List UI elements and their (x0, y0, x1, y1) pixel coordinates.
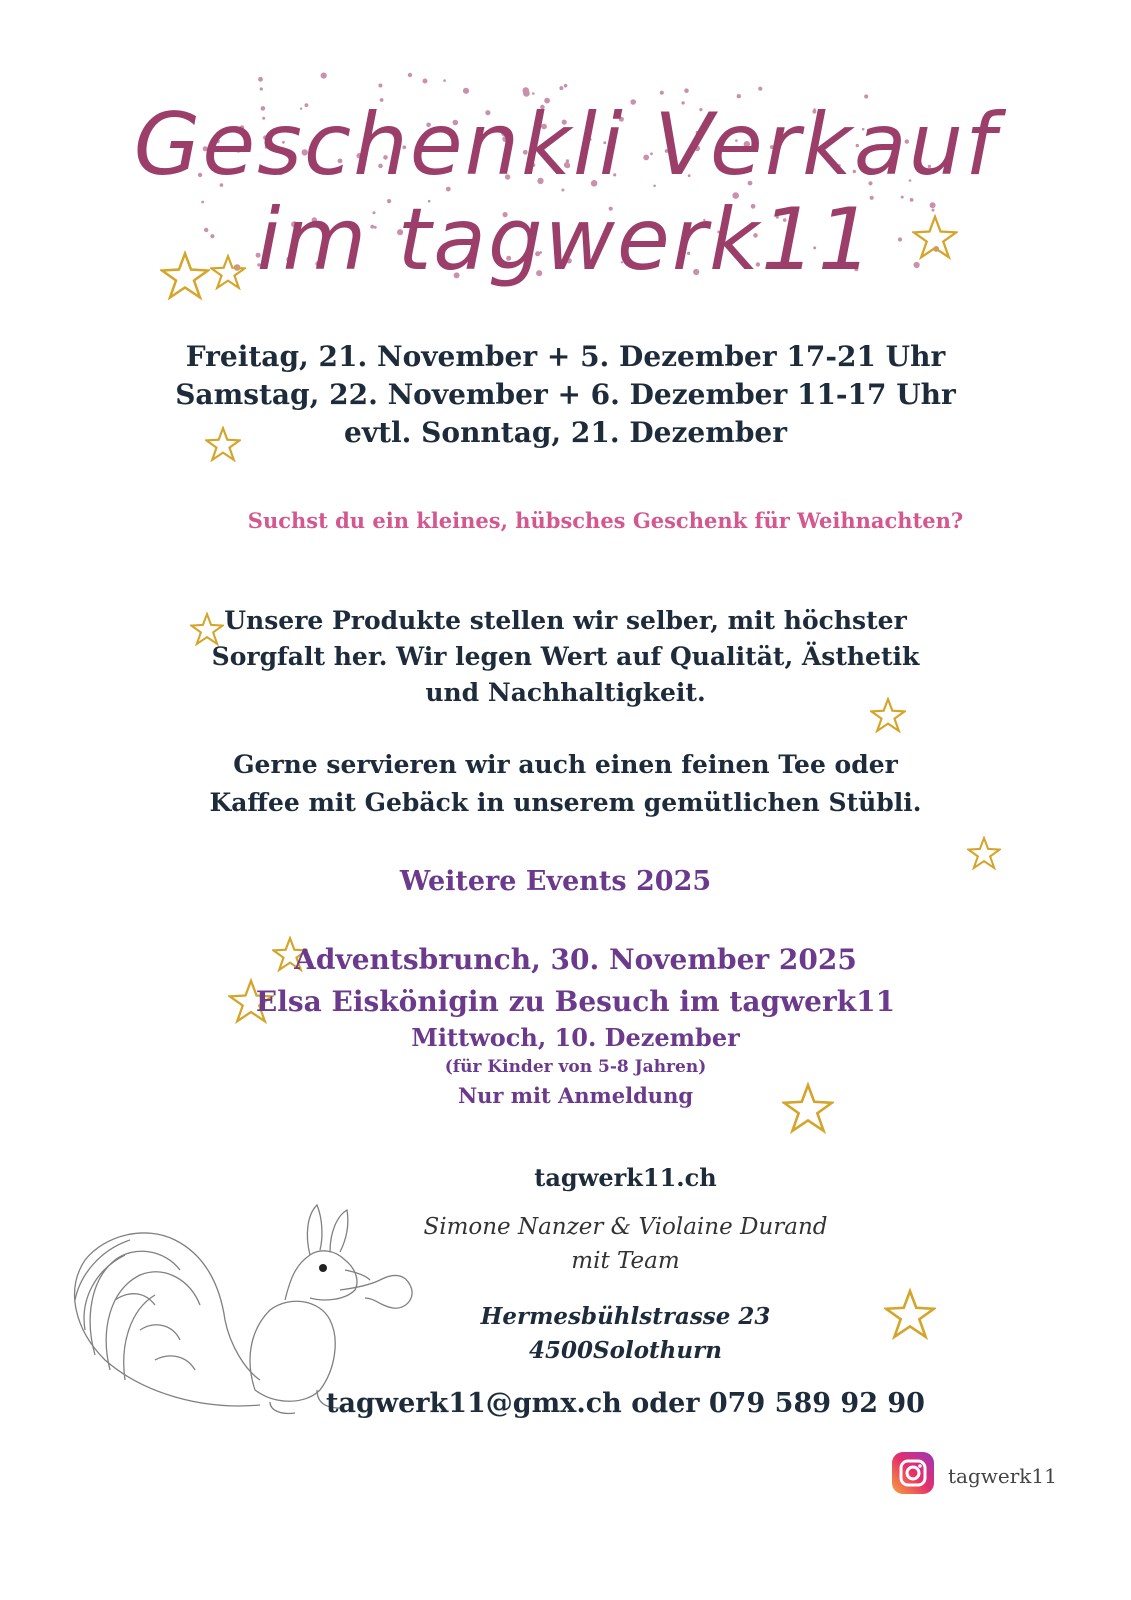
sparkle-dot (523, 87, 530, 94)
owners (60, 1210, 1131, 1278)
paragraph-line: Unsere Produkte stellen wir selber, mit höchster (224, 606, 907, 635)
star-icon (160, 248, 210, 303)
sparkle-dot (258, 77, 263, 82)
event-elsa-age-note: (für Kinder von 5-8 Jahren) (444, 1057, 707, 1077)
website-link[interactable]: tagwerk11.ch (534, 1163, 717, 1192)
sparkle-dot (443, 79, 446, 82)
date-line-1: Freitag, 21. November + 5. Dezember 17-21 Uhr (185, 340, 946, 373)
title-line-2: im tagwerk11 (256, 190, 875, 290)
opening-dates (0, 338, 1131, 452)
date-line-3: evtl. Sonntag, 21. Dezember (344, 416, 787, 449)
star-icon (210, 254, 246, 290)
sparkle-dot (463, 88, 469, 94)
cafe-paragraph (0, 746, 1131, 822)
sparkle-dot (423, 79, 428, 84)
instagram-handle[interactable]: tagwerk11 (948, 1464, 1057, 1488)
event-elsa-date: Mittwoch, 10. Dezember (411, 1023, 740, 1052)
sparkle-dot (321, 73, 327, 79)
sparkle-dot (260, 87, 263, 90)
paragraph-line: und Nachhaltigkeit. (425, 678, 706, 707)
title-line-1: Geschenkli Verkauf (133, 95, 998, 195)
gift-question: Suchst du ein kleines, hübsches Geschenk für Weihnachten? (247, 508, 964, 533)
sparkle-dot (684, 88, 689, 93)
products-paragraph (0, 603, 1131, 711)
sparkle-dot (408, 73, 412, 77)
paragraph-line: Kaffee mit Gebäck in unserem gemütlichen Stübli. (209, 788, 922, 817)
sparkle-dot (564, 84, 568, 88)
address-city: 4500Solothurn (529, 1337, 722, 1364)
owners-line: mit Team (571, 1248, 680, 1274)
star-icon (967, 836, 1001, 870)
sparkle-dot (758, 87, 762, 91)
address-street: Hermesbühlstrasse 23 (480, 1303, 771, 1330)
contact-info[interactable]: tagwerk11@gmx.ch oder 079 589 92 90 (326, 1388, 925, 1419)
address (60, 1300, 1131, 1368)
date-line-2: Samstag, 22. November + 6. Dezember 11-17 Uhr (175, 378, 956, 411)
event-registration-note: Nur mit Anmeldung (457, 1083, 694, 1108)
sparkle-dot (378, 84, 382, 88)
owners-line: Simone Nanzer & Violaine Durand (423, 1214, 828, 1240)
paragraph-line: Sorgfalt her. Wir legen Wert auf Qualität, Ästhetik (211, 642, 920, 671)
paragraph-line: Gerne servieren wir auch einen feinen Tee oder (233, 750, 898, 779)
star-icon (912, 212, 958, 262)
events-heading: Weitere Events 2025 (399, 866, 712, 897)
event-elsa: Elsa Eiskönigin zu Besuch im tagwerk11 (255, 985, 896, 1018)
sparkle-dot (559, 86, 563, 90)
event-adventsbrunch: Adventsbrunch, 30. November 2025 (294, 943, 857, 976)
instagram-icon[interactable] (892, 1452, 934, 1494)
